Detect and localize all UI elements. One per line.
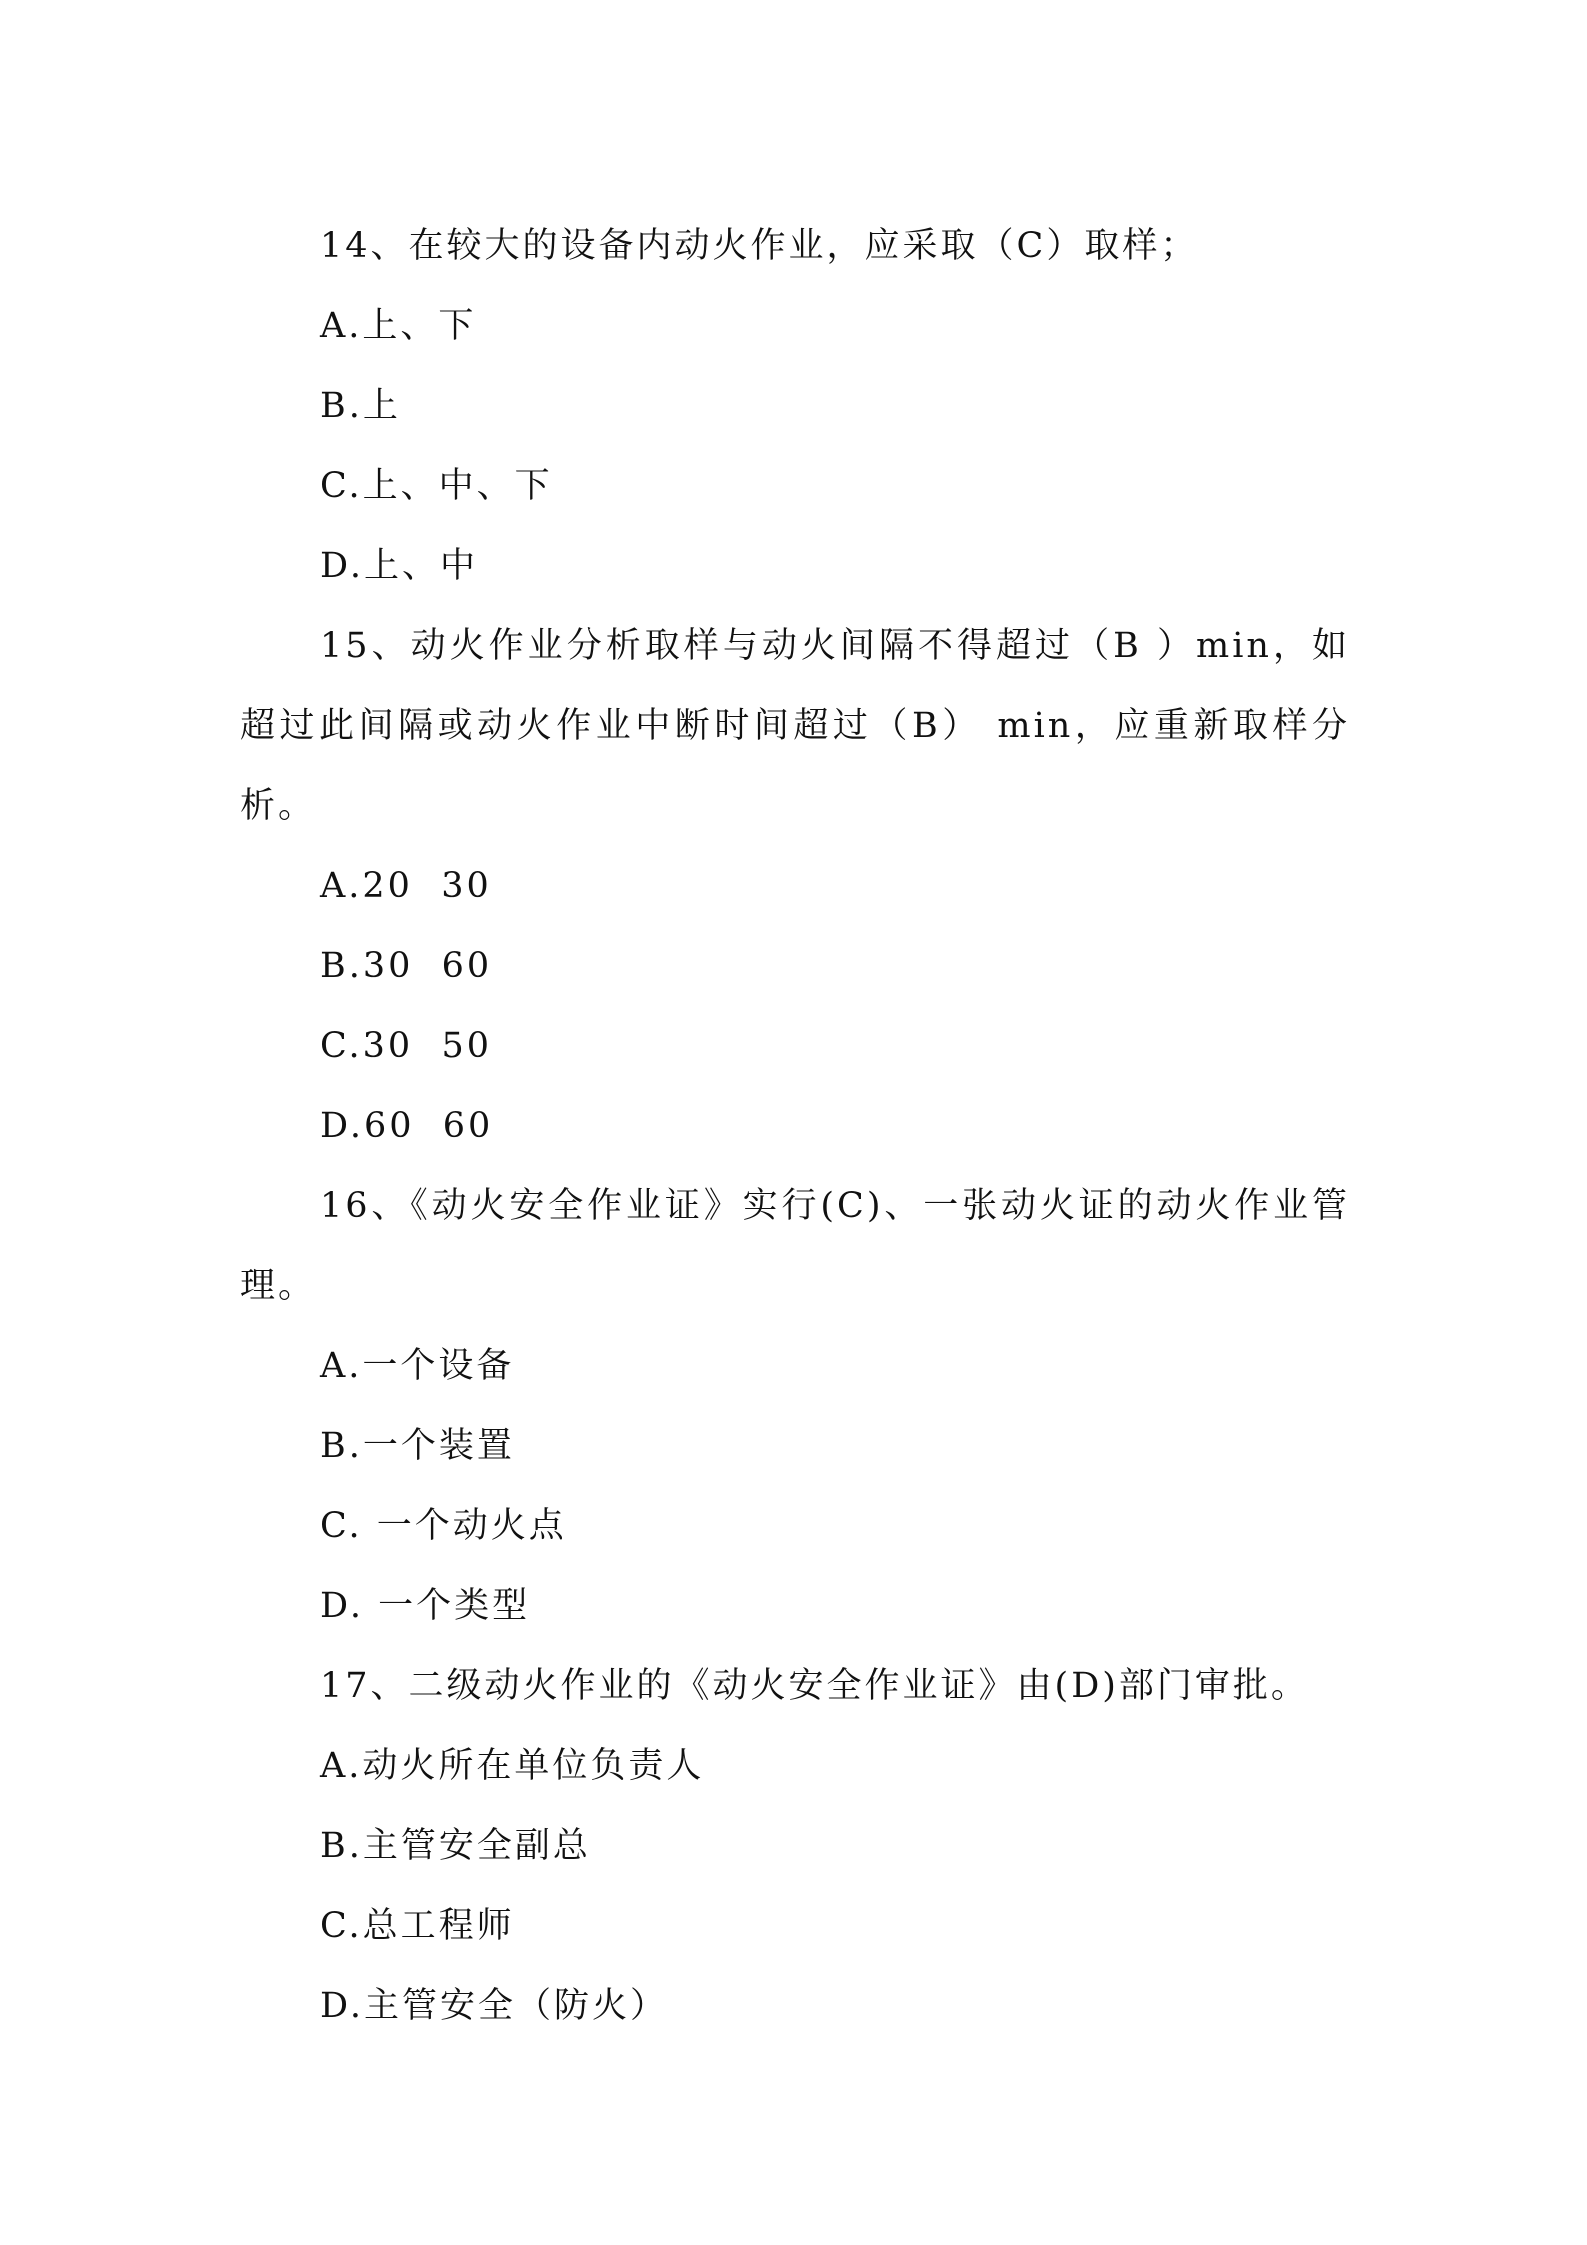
question-15 xyxy=(240,606,1350,1166)
question-stem: 17、二级动火作业的《动火安全作业证》由(D)部门审批。 xyxy=(320,1666,1309,1706)
question-stem: 14、在较大的设备内动火作业，应采取（C）取样； xyxy=(320,226,1199,266)
option-b: B.主管安全副总 xyxy=(320,1826,591,1866)
option-c: C.上、中、下 xyxy=(320,466,553,506)
question-16 xyxy=(240,1166,1350,1646)
question-stem: 15、动火作业分析取样与动火间隔不得超过（B ）min，如超过此间隔或动火作业中断时间超过（B） min，应重新取样分析。 xyxy=(240,626,1350,826)
option-d: D.上、中 xyxy=(320,546,478,586)
option-a: A.动火所在单位负责人 xyxy=(320,1746,705,1786)
option-d: D. 一个类型 xyxy=(320,1586,531,1626)
question-stem: 16、《动火安全作业证》实行(C)、一张动火证的动火作业管理。 xyxy=(240,1186,1350,1306)
option-d: D.60 60 xyxy=(320,1106,494,1146)
option-c: C. 一个动火点 xyxy=(320,1506,567,1546)
question-list xyxy=(240,206,1350,2046)
question-17 xyxy=(240,1646,1350,2046)
option-c: C.30 50 xyxy=(320,1026,492,1066)
option-b: B.上 xyxy=(320,386,401,426)
option-a: A.20 30 xyxy=(320,866,492,906)
question-14 xyxy=(240,206,1350,606)
option-c: C.总工程师 xyxy=(320,1906,515,1946)
option-a: A.上、下 xyxy=(320,306,477,346)
option-a: A.一个设备 xyxy=(320,1346,515,1386)
option-b: B.一个装置 xyxy=(320,1426,515,1466)
option-b: B.30 60 xyxy=(320,946,493,986)
option-d: D.主管安全（防火） xyxy=(320,1986,668,2026)
